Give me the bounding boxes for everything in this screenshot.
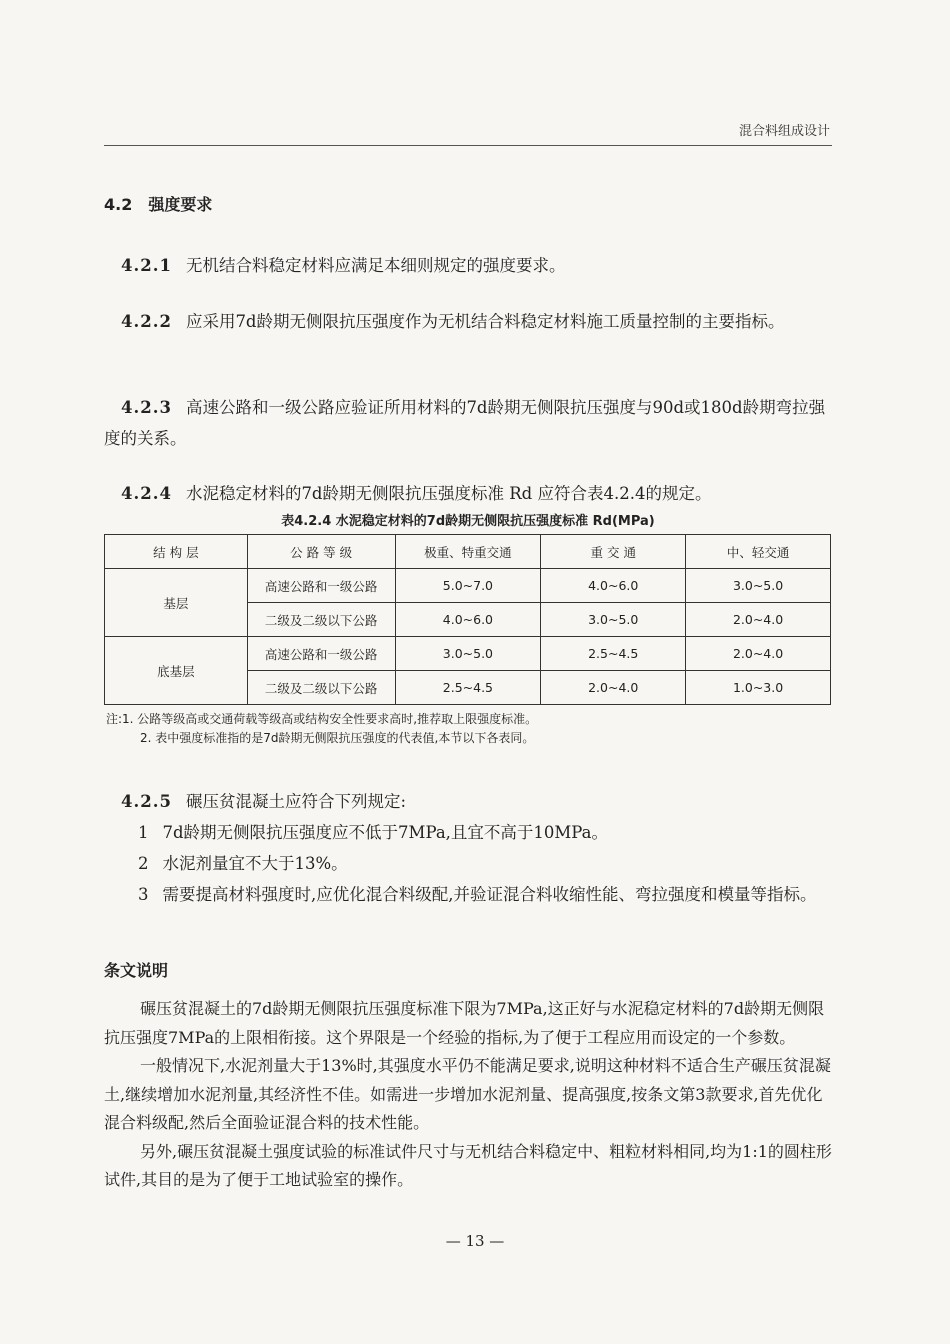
value-cell: 5.0~7.0 [395,569,541,603]
item-number: 3 [138,885,149,904]
header-grade: 公 路 等 级 [247,535,395,569]
clause-4-2-5 [104,786,832,910]
clause-4-2-4 [104,478,832,509]
value-cell: 3.0~5.0 [686,569,831,603]
clause-number: 4.2.1 [121,256,172,275]
layer-cell: 基层 [105,569,248,637]
clause-text: 碾压贫混凝土应符合下列规定: [185,792,406,811]
clause-number: 4.2.3 [121,398,172,417]
clause-4-2-2 [104,306,832,337]
value-cell: 3.0~5.0 [541,603,686,637]
table-caption: 表4.2.4 水泥稳定材料的7d龄期无侧限抗压强度标准 Rd(MPa) [281,514,655,529]
item-text: 水泥剂量宜不大于13%。 [162,854,348,873]
header-rule [104,145,832,146]
list-item [138,817,832,848]
clause-text: 应采用7d龄期无侧限抗压强度作为无机结合料稳定材料施工质量控制的主要指标。 [185,312,785,331]
item-text: 7d龄期无侧限抗压强度应不低于7MPa,且宜不高于10MPa。 [162,823,608,842]
header-extra-heavy: 极重、特重交通 [395,535,541,569]
grade-cell: 二级及二级以下公路 [247,671,395,705]
value-cell: 2.5~4.5 [541,637,686,671]
table-notes [106,710,538,748]
value-cell: 2.0~4.0 [541,671,686,705]
section-title: 强度要求 [148,195,213,214]
explanation-title: 条文说明 [104,961,169,980]
value-cell: 1.0~3.0 [686,671,831,705]
header-heavy: 重 交 通 [541,535,686,569]
table-note: 2. 表中强度标准指的是7d龄期无侧限抗压强度的代表值,本节以下各表同。 [140,731,535,745]
value-cell: 2.0~4.0 [686,637,831,671]
grade-cell: 高速公路和一级公路 [247,569,395,603]
value-cell: 2.5~4.5 [395,671,541,705]
grade-cell: 二级及二级以下公路 [247,603,395,637]
grade-cell: 高速公路和一级公路 [247,637,395,671]
value-cell: 2.0~4.0 [686,603,831,637]
layer-cell: 底基层 [105,637,248,705]
header-layer: 结 构 层 [105,535,248,569]
table-header-row [105,535,831,569]
header-medium-light: 中、轻交通 [686,535,831,569]
clause-text: 无机结合料稳定材料应满足本细则规定的强度要求。 [185,256,566,275]
item-number: 1 [138,823,149,842]
section-heading [104,192,212,215]
table-row [105,569,831,603]
clause-number: 4.2.2 [121,312,172,331]
table-row [105,637,831,671]
clause-text: 高速公路和一级公路应验证所用材料的7d龄期无侧限抗压强度与90d或180d龄期弯拉强度的关系。 [104,398,826,448]
value-cell: 3.0~5.0 [395,637,541,671]
list-item [138,848,832,879]
clause-text: 水泥稳定材料的7d龄期无侧限抗压强度标准 Rd 应符合表4.2.4的规定。 [185,484,712,503]
item-number: 2 [138,854,149,873]
section-number: 4.2 [104,195,133,214]
list-item [104,879,832,910]
value-cell: 4.0~6.0 [541,569,686,603]
table-note: 注:1. 公路等级高或交通荷载等级高或结构安全性要求高时,推荐取上限强度标准。 [106,712,538,726]
explanation-paragraph: 一般情况下,水泥剂量大于13%时,其强度水平仍不能满足要求,说明这种材料不适合生产碾压贫混凝土,继续增加水泥剂量,其经济性不佳。如需进一步增加水泥剂量、提高强度,按条文第3款要求,首先优化混合料级配,然后全面验证混合料的技术性能。 [104,1056,831,1132]
item-text: 需要提高材料强度时,应优化混合料级配,并验证混合料收缩性能、弯拉强度和模量等指标。 [162,885,817,904]
value-cell: 4.0~6.0 [395,603,541,637]
clause-number: 4.2.5 [121,792,172,811]
explanation-paragraph: 碾压贫混凝土的7d龄期无侧限抗压强度标准下限为7MPa,这正好与水泥稳定材料的7d龄期无侧限抗压强度7MPa的上限相衔接。这个界限是一个经验的指标,为了便于工程应用而设定的一个参数。 [104,999,825,1047]
clause-number: 4.2.4 [121,484,172,503]
running-header: 混合料组成设计 [738,124,830,139]
explanation-paragraph: 另外,碾压贫混凝土强度试验的标准试件尺寸与无机结合料稳定中、粗粒材料相同,均为1:1的圆柱形试件,其目的是为了便于工地试验室的操作。 [104,1141,832,1189]
strength-standard-table [104,534,831,705]
page-number: — 13 — [445,1232,505,1250]
clause-4-2-3 [104,392,832,454]
clause-4-2-1 [104,250,832,281]
explanation-body [104,995,832,1195]
